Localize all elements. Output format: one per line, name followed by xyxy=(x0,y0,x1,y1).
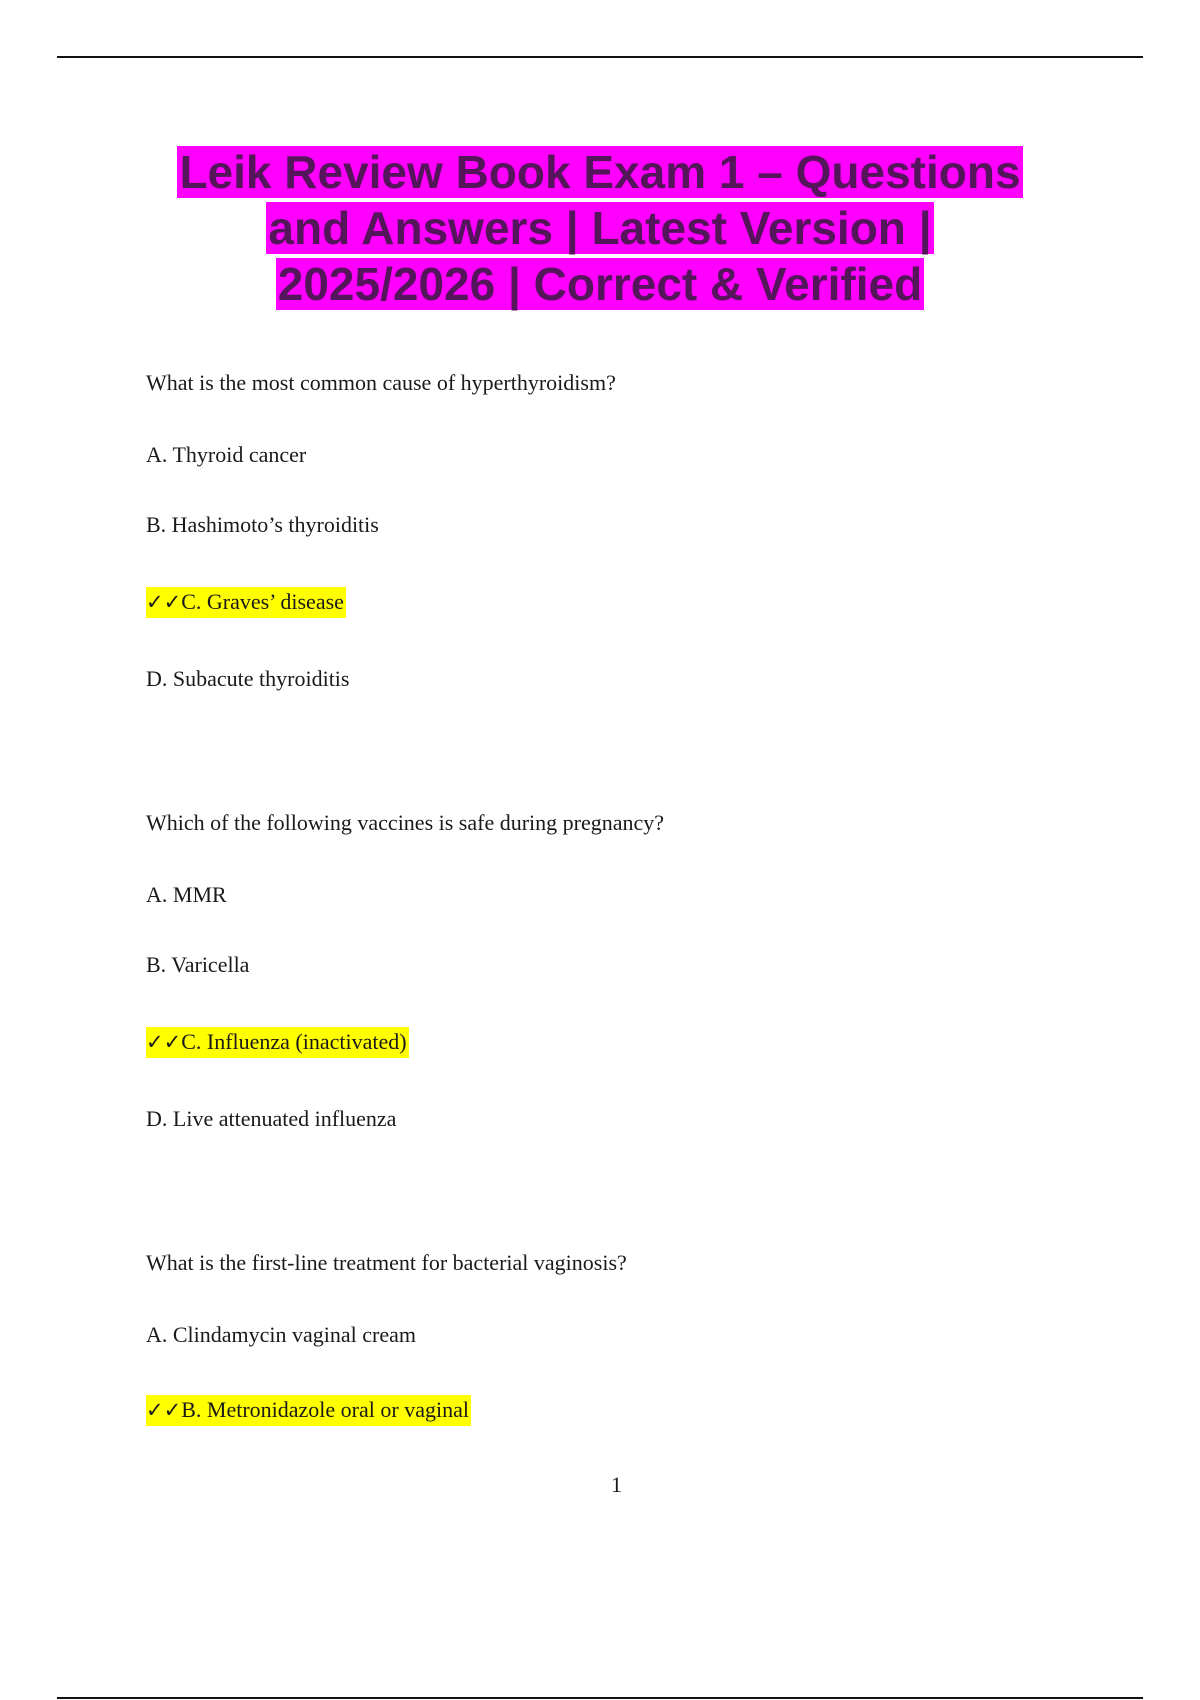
question-3-option-a: A. Clindamycin vaginal cream xyxy=(146,1322,417,1347)
question-1-option-a: A. Thyroid cancer xyxy=(146,442,307,467)
top-rule xyxy=(57,56,1143,58)
question-2-prompt: Which of the following vaccines is safe during pregnancy? xyxy=(146,810,665,835)
question-2-option-d: D. Live attenuated influenza xyxy=(146,1106,397,1131)
document-title xyxy=(100,144,1100,312)
question-2-option-a: A. MMR xyxy=(146,882,227,907)
correct-answer-highlight xyxy=(146,587,346,618)
question-3-option-b-correct xyxy=(146,1395,471,1425)
question-3-prompt: What is the first-line treatment for bacterial vaginosis? xyxy=(146,1250,627,1275)
question-2-option-b: B. Varicella xyxy=(146,952,250,977)
question-1-option-c-correct xyxy=(146,587,346,617)
question-1-prompt: What is the most common cause of hyperthyroidism? xyxy=(146,370,616,395)
question-1-option-d: D. Subacute thyroiditis xyxy=(146,666,350,691)
double-check-icon: ✓✓ xyxy=(146,1398,182,1422)
correct-answer-highlight xyxy=(146,1027,409,1058)
bottom-rule xyxy=(57,1697,1143,1699)
title-line-2: and Answers | Latest Version | xyxy=(268,202,932,254)
question-2-option-c-correct xyxy=(146,1027,409,1057)
page-number: 1 xyxy=(611,1472,622,1497)
correct-answer-highlight xyxy=(146,1395,471,1426)
title-line-3: 2025/2026 | Correct & Verified xyxy=(277,258,923,310)
double-check-icon: ✓✓ xyxy=(146,590,182,614)
question-3-correct-option: B. Metronidazole oral or vaginal xyxy=(181,1397,469,1422)
question-2-correct-option: C. Influenza (inactivated) xyxy=(181,1029,407,1054)
question-1-correct-option: C. Graves’ disease xyxy=(181,589,344,614)
double-check-icon: ✓✓ xyxy=(146,1030,182,1054)
title-line-1: Leik Review Book Exam 1 – Questions xyxy=(179,146,1021,198)
question-1-option-b: B. Hashimoto’s thyroiditis xyxy=(146,512,379,537)
